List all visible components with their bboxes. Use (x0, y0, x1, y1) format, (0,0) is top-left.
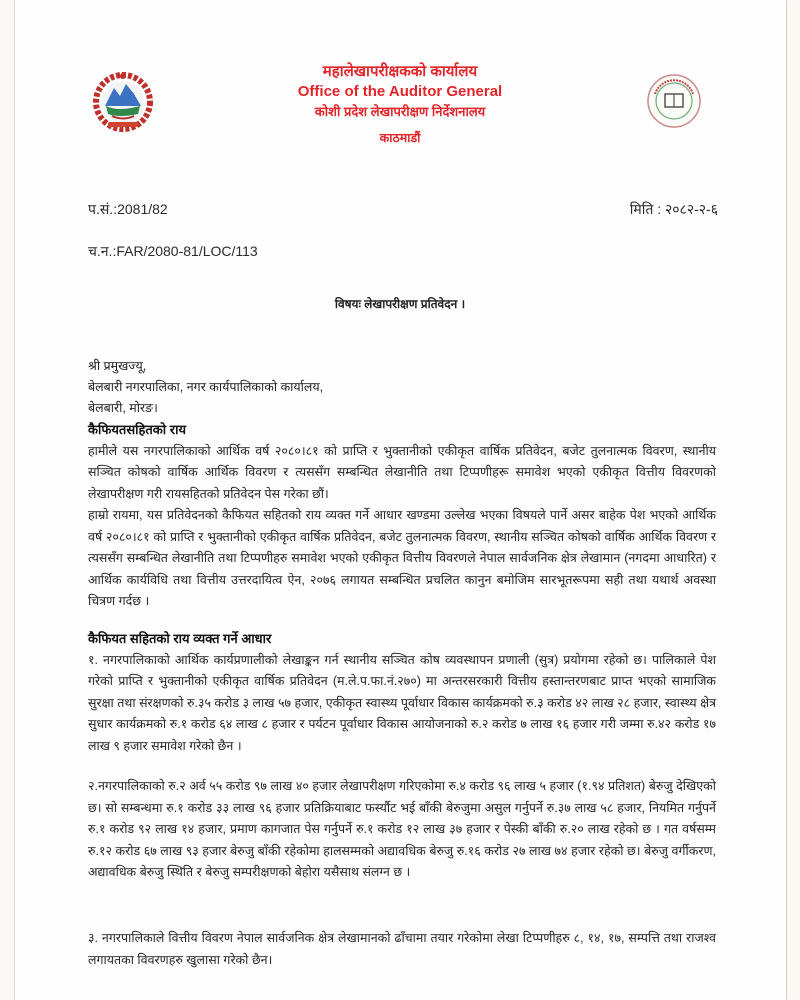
opinion-paragraph-1: हामीले यस नगरपालिकाको आर्थिक वर्ष २०८०।८१ को प्राप्ति र भुक्तानीको एकीकृत वार्षिक प्रतिवेदन, बजेट तुलनात्मक विवरण, स्थानीय सञ्चित कोषको वार्षिक आर्थिक विवरण र त्यससँग सम्बन्धित लेखानीति तथा टिप्पणीहरू समावेश भएको एकीकृत वित्तीय विवरणको लेखापरीक्षण गरी रायसहितको प्रतिवेदन पेस गरेका छौं। (88, 443, 716, 501)
org-name-nepali: महालेखापरीक्षकको कार्यालय (322, 63, 478, 80)
dispatch-number: च.न.:FAR/2080-81/LOC/113 (88, 243, 258, 259)
address-line-1: श्री प्रमुखज्यू, (88, 359, 147, 373)
basis-item-2-block (88, 776, 716, 884)
subject-line: विषयः लेखापरीक्षण प्रतिवेदन । (334, 297, 466, 311)
directorate-name: कोशी प्रदेश लेखापरीक्षण निर्देशनालय (314, 104, 486, 119)
basis-item-2: २.नगरपालिकाको रु.२ अर्व ५५ करोड ९७ लाख ४० हजार लेखापरीक्षण गरिएकोमा रु.४ करोड ९६ लाख ५ हजार (१.९४ प्रतिशत) बेरुजु देखिएको छ। सो सम्बन्धमा रु.१ करोड ३३ लाख ९६ हजार प्रतिक्रियाबाट फर्स्यौट भई बाँकी बेरुजुमा असुल गर्नुपर्ने रु.३७ लाख ५८ हजार, नियमित गर्नुपर्ने रु.१ करोड ९२ लाख १४ हजार, प्रमाण कागजात पेस गर्नुपर्ने रु.१ करोड १२ लाख ३७ हजार र पेस्की बाँकी रु.२० लाख रहेको छ । गत वर्षसम्म रु.१२ करोड ६७ लाख ९३ हजार बेरुजु बाँकी रहेकोमा हालसम्मको अद्यावधिक बेरुजु रु.१६ करोड २७ लाख ७४ हजार रहेको छ। बेरुजु वर्गीकरण, अद्यावधिक बेरुजु स्थिति र बेरुजु सम्परीक्षणको बेहोरा यसैसाथ संलग्न छ । (88, 779, 716, 879)
address-line-2: बेलबारी नगरपालिका, नगर कार्यपालिकाको कार्यालय, (88, 380, 324, 394)
basis-heading: कैफियत सहितको राय व्यक्त गर्ने आधार (88, 631, 272, 646)
opinion-paragraph-2: हाम्रो रायमा, यस प्रतिवेदनको कैफियत सहितको राय व्यक्त गर्ने आधार खण्डमा उल्लेख भएका विषयले पार्ने असर बाहेक पेश भएको आर्थिक वर्ष २०८०।८१ को प्राप्ति र भुक्तानीको एकीकृत वार्षिक प्रतिवेदन, बजेट तुलनात्मक विवरण, स्थानीय सञ्चित कोषको वार्षिक आर्थिक विवरण र त्यससँग सम्बन्धित लेखानीति तथा टिप्पणीहरु समावेश भएको एकीकृत वित्तीय विवरणले नेपाल सार्वजनिक क्षेत्र लेखामान (नगदमा आधारित) र आर्थिक कार्यविधि तथा वित्तीय उत्तरदायित्व ऐन, २०७६ लगायत सम्बन्धित प्रचलित कानुन बमोजिम सारभूतरूपमा सही तथा यथार्थ अवस्था चित्रण गर्दछ । (88, 508, 716, 608)
basis-item-3: ३. नगरपालिकाले वित्तीय विवरण नेपाल सार्वजनिक क्षेत्र लेखामानको ढाँचामा तयार गरेकोमा लेखा टिप्पणीहरु ८, १४, १७, सम्पत्ति तथा राजश्व लगायतका विवरणहरु खुलासा गरेको छैन। (88, 931, 716, 967)
opinion-section (88, 419, 716, 613)
org-name-english: Office of the Auditor General (297, 83, 503, 100)
basis-item-3-block (88, 928, 716, 971)
opinion-heading: कैफियतसहितको राय (88, 422, 186, 437)
basis-item-1: १. नगरपालिकाको आर्थिक कार्यप्रणालीको लेखाङ्कन गर्न स्थानीय सञ्चित कोष व्यवस्थापन प्रणाली (सुत्र) प्रयोगमा रहेको छ। पालिकाले पेश गरेको प्राप्ति र भुक्तानीको एकीकृत वार्षिक प्रतिवेदन (म.ले.प.फा.नं.२७०) मा अन्तरसरकारी वित्तीय हस्तान्तरणबाट प्राप्त भएको सामाजिक सुरक्षा तथा संरक्षणको रु.३५ करोड ३ लाख ५७ हजार, एकीकृत स्वास्थ्य पूर्वाधार विकास कार्यक्रमको रु.३ करोड ४२ लाख २८ हजार, स्वास्थ्य क्षेत्र सुधार कार्यक्रमको रु.१ करोड ६४ लाख ८ हजार र पर्यटन पूर्वाधार विकास आयोजनाको रु.२ करोड ७ लाख १६ हजार गरी जम्मा रु.४२ करोड १७ लाख ९ हजार समावेश गरेको छैन । (88, 652, 716, 753)
city-name: काठमाडौं (379, 131, 421, 145)
letter-number: प.सं.:2081/82 (88, 201, 168, 217)
address-line-3: बेलबारी, मोरङ। (88, 401, 158, 415)
letter-date: मिति : २०८२-२-६ (629, 201, 718, 217)
recipient-address (88, 356, 323, 419)
letterhead (0, 60, 800, 148)
basis-section (88, 628, 716, 757)
